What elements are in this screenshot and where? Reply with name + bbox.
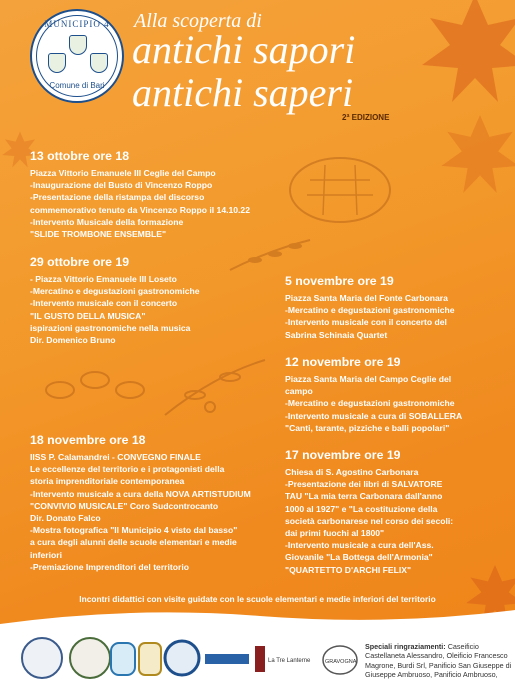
- event-date: 17 novembre ore 19: [285, 448, 401, 462]
- almonds-icon: [40, 355, 150, 415]
- event-line: IISS P. Calamandrei - CONVEGNO FINALE: [30, 452, 201, 462]
- sponsor-logo-icon: [136, 640, 164, 678]
- event-line: "Canti, tarante, pizziche e balli popolari": [285, 422, 450, 433]
- event-block: [30, 432, 285, 573]
- event-line: TAU "La mia terra Carbonara dall'anno: [285, 491, 443, 502]
- event-line: -Inaugurazione del Busto di Vincenzo Roppo: [30, 180, 213, 191]
- event-line: -Mercatino e degustazioni gastronomiche: [30, 286, 200, 297]
- event-date: 5 novembre ore 19: [285, 274, 394, 288]
- coat-of-arms-icon: [48, 53, 66, 73]
- sponsor-logo-icon: [255, 642, 317, 676]
- page-title-line-1: antichi sapori: [132, 27, 356, 72]
- sponsor-name-la-tre-lanterne: La Tre Lanterne: [268, 658, 311, 664]
- event-line: -Mercatino e degustazioni gastronomiche: [285, 305, 455, 316]
- sponsor-logo-icon: [68, 636, 112, 680]
- coat-of-arms-icon: [69, 35, 87, 55]
- autumn-leaf-icon: [440, 110, 515, 200]
- event-line: "CONVIVIO MUSICALE" Coro Sudcontrocanto: [30, 500, 219, 511]
- thanks-heading: Speciali ringraziamenti:: [365, 642, 446, 651]
- event-line: Piazza Vittorio Emanuele III Ceglie del Campo: [30, 168, 216, 178]
- sponsor-name-gravogna: GRAVOGNA: [325, 659, 357, 665]
- event-line: -Intervento Musicale della formazione: [30, 216, 184, 227]
- logo-bottom-text: Comune di Bari: [49, 81, 105, 90]
- olive-branch-icon: [160, 355, 270, 425]
- event-line: 1000 al 1927" e "La costituzione della: [285, 503, 438, 514]
- event-line: "QUARTETTO D'ARCHI FELIX": [285, 564, 412, 575]
- event-line: Dir. Donato Falco: [30, 513, 101, 524]
- event-line: -Mercatino e degustazioni gastronomiche: [285, 398, 455, 409]
- event-line: -Intervento musicale a cura della NOVA ARTISTUDIUM: [30, 488, 251, 499]
- sponsor-logo-icon: [320, 642, 360, 678]
- edition-badge: 2ª EDIZIONE: [342, 113, 390, 122]
- event-line: -Intervento musicale con il concerto del: [285, 317, 447, 328]
- event-block: [285, 447, 505, 576]
- event-block: [30, 148, 290, 240]
- event-line: "SLIDE TROMBONE ENSEMBLE": [30, 229, 167, 240]
- event-block: [285, 273, 505, 341]
- event-line: a cura degli alunni delle scuole elementari e medie: [30, 537, 237, 548]
- sponsor-logo-icon: [108, 640, 138, 678]
- event-date: 18 novembre ore 18: [30, 433, 146, 447]
- event-line: Dir. Domenico Bruno: [30, 335, 116, 346]
- event-date: 13 ottobre ore 18: [30, 149, 130, 163]
- event-date: 29 ottobre ore 19: [30, 255, 130, 269]
- event-line: commemorativo tenuto da Vincenzo Roppo il 14.10.22: [30, 204, 250, 215]
- event-line: -Presentazione dei libri di SALVATORE: [285, 479, 443, 490]
- event-line: ispirazioni gastronomiche nella musica: [30, 322, 191, 333]
- logo-top-text: MUNICIPIO 4: [44, 19, 110, 29]
- event-line: dai primi fuochi al 1800": [285, 528, 385, 539]
- event-line: -Intervento musicale a cura di SOBALLERA: [285, 410, 463, 421]
- event-line: inferiori: [30, 549, 62, 560]
- event-line: Sabrina Schinaia Quartet: [285, 329, 388, 340]
- event-line: storia imprenditoriale contemporanea: [30, 476, 185, 487]
- event-line: -Intervento musicale con il concerto: [30, 298, 178, 309]
- event-date: 12 novembre ore 19: [285, 355, 401, 369]
- sponsor-logo-icon: [205, 652, 249, 666]
- event-line: -Presentazione della ristampa del discorso: [30, 192, 205, 203]
- event-line: Giovanile "La Bottega dell'Armonia": [285, 552, 433, 563]
- event-line: campo: [285, 386, 313, 397]
- event-line: -Intervento musicale a cura dell'Ass.: [285, 540, 434, 551]
- page-title-line-2: antichi saperi: [132, 70, 354, 115]
- footer-note: Incontri didattici con visite guidate con le scuole elementari e medie inferiori del territorio: [79, 594, 436, 604]
- thanks-text: [365, 642, 513, 680]
- event-line: -Premiazione Imprenditori del territorio: [30, 561, 190, 572]
- event-line: società carbonarese nel corso dei secoli:: [285, 515, 454, 526]
- event-block: [285, 354, 505, 434]
- title-kicker: Alla scoperta di: [134, 10, 262, 32]
- event-line: Chiesa di S. Agostino Carbonara: [285, 467, 419, 477]
- sponsor-logo-icon: [20, 636, 64, 680]
- autumn-leaf-icon: [420, 0, 515, 110]
- sponsor-logo-icon: [162, 638, 202, 678]
- event-line: Le eccellenze del territorio e i protagonisti della: [30, 464, 225, 475]
- event-line: "IL GUSTO DELLA MUSICA": [30, 310, 146, 321]
- event-line: -Mostra fotografica "Il Municipio 4 visto dal basso": [30, 525, 238, 536]
- event-line: Piazza Santa Maria del Campo Ceglie del: [285, 374, 452, 384]
- coat-of-arms-icon: [90, 53, 108, 73]
- thanks-body: Caseificio Castellaneta Alessandro, Oleificio Francesco Magrone, Burdi Srl, Panificio San Giuseppe di Giuseppe Ambruoso, Panificio Ambruoso,: [365, 642, 512, 680]
- municipio-logo: [30, 9, 124, 103]
- bread-icon: [285, 150, 395, 230]
- event-line: - Piazza Vittorio Emanuele III Loseto: [30, 274, 177, 284]
- event-line: Piazza Santa Maria del Fonte Carbonara: [285, 293, 448, 303]
- event-block: [30, 254, 270, 346]
